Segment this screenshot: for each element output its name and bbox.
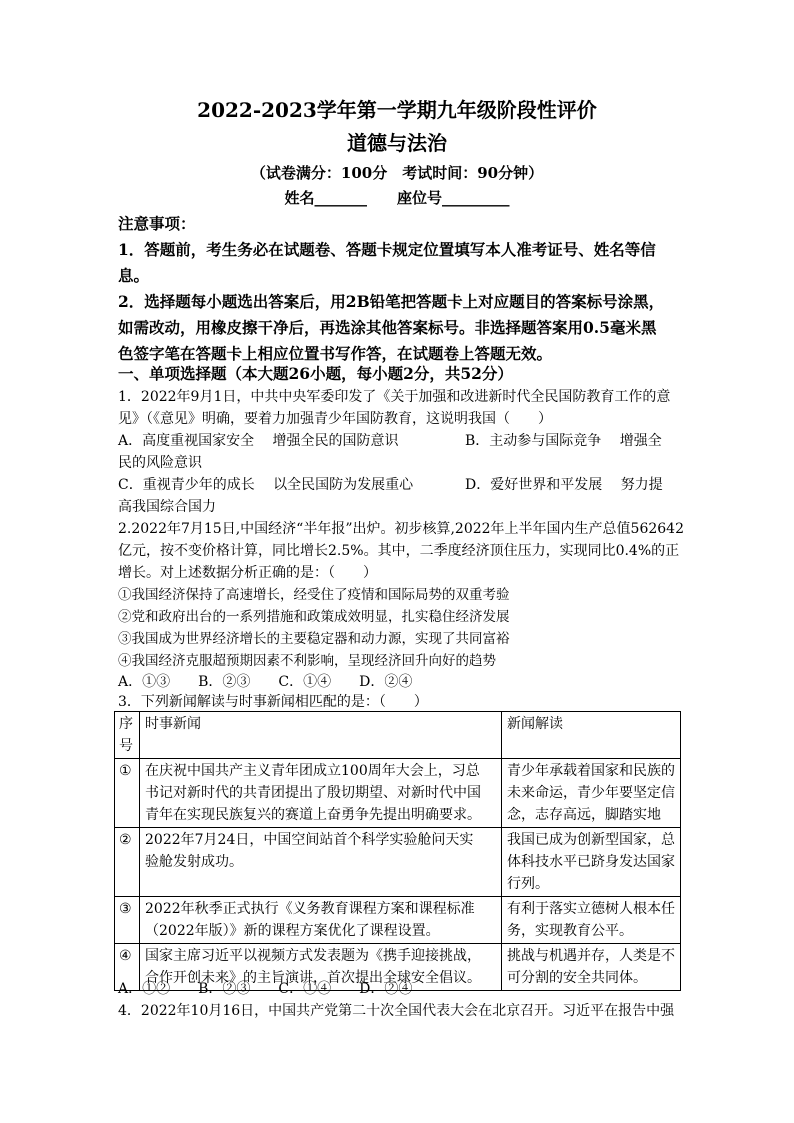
q1-option-d: D．爱好世界和平发展 努力提 [465, 477, 663, 493]
q2-statement-1: ①我国经济保持了高速增长，经受住了疫情和国际局势的双重考验 [118, 587, 510, 603]
table-row [115, 897, 681, 944]
subject-title: 道德与法治 [347, 131, 447, 155]
exam-title: 2022-2023学年第一学期九年级阶段性评价 [197, 98, 597, 122]
row-interp: 我国已成为创新型国家，总 体科技水平已跻身发达国家 行列。 [502, 828, 681, 897]
q1-option-c: C．重视青少年的成长 以全民国防为发展重心 [118, 477, 414, 493]
q1-option-b: B．主动参与国际竞争 增强全 [465, 433, 662, 449]
q3-stem: 3．下列新闻解读与时事新闻相匹配的是：（ ） [118, 694, 428, 710]
notice-heading: 注意事项： [118, 214, 196, 233]
q2-stem-line2: 亿元，按不变价格计算，同比增长2.5%。其中，二季度经济顶住压力，实现同比0.4%的正 [118, 543, 680, 559]
notice-item1-line2: 息。 [118, 266, 150, 285]
row-interp: 挑战与机遇并存，人类是不 可分割的安全共同体。 [502, 944, 681, 991]
row-news: 2022年秋季正式执行《义务教育课程方案和课程标准 （2022年版）》新的课程方案优化了课程设置。 [140, 897, 502, 944]
row-num: ① [115, 759, 140, 828]
q1-option-b-cont: 民的风险意识 [118, 455, 202, 471]
row-news: 2022年7月24日，中国空间站首个科学实验舱问天实 验舱发射成功。 [140, 828, 502, 897]
q2-statement-4: ④我国经济克服超预期因素不利影响，呈现经济回升向好的趋势 [118, 653, 496, 669]
q2-statement-3: ③我国成为世界经济增长的主要稳定器和动力源，实现了共同富裕 [118, 631, 510, 647]
row-num: ④ [115, 944, 140, 991]
q3-news-table [114, 711, 681, 991]
row-interp: 青少年承载着国家和民族的 未来命运，青少年要坚定信 念，志存高远，脚踏实地 [502, 759, 681, 828]
exam-info: （试卷满分：100分 考试时间：90分钟） [250, 164, 544, 182]
row-news: 在庆祝中国共产主义青年团成立100周年大会上，习总 书记对新时代的共青团提出了殷切期望、对新时代中国 青年在实现民族复兴的赛道上奋勇争先提出明确要求。 [140, 759, 502, 828]
q1-stem-line1: 1．2022年9月1日，中共中央军委印发了《关于加强和改进新时代全民国防教育工作的意 [118, 389, 671, 405]
row-num: ③ [115, 897, 140, 944]
q2-stem-line3: 增长。对上述数据分析正确的是：（ ） [118, 565, 377, 581]
section1-heading: 一、单项选择题（本大题26小题，每小题2分，共52分） [118, 364, 513, 383]
table-header-num: 序 号 [115, 712, 140, 759]
notice-item2-line3: 色签字笔在答题卡上相应位置书写作答，在试题卷上答题无效。 [118, 344, 553, 363]
row-news: 国家主席习近平以视频方式发表题为《携手迎接挑战， 合作开创未来》的主旨演讲，首次提出全球安全倡议。 [140, 944, 502, 991]
row-num: ② [115, 828, 140, 897]
q1-option-d-cont: 高我国综合国力 [118, 499, 216, 515]
table-row [115, 759, 681, 828]
notice-item2-line2: 如需改动，用橡皮擦干净后，再选涂其他答案标号。非选择题答案用0.5毫米黑 [118, 318, 657, 337]
table-header-interp: 新闻解读 [502, 712, 681, 759]
q1-option-a: A．高度重视国家安全 增强全民的国防意识 [118, 433, 399, 449]
q4-stem-line1: 4．2022年10月16日，中国共产党第二十次全国代表大会在北京召开。习近平在报告中强 [118, 1003, 675, 1019]
q2-statement-2: ②党和政府出台的一系列措施和政策成效明显，扎实稳住经济发展 [118, 609, 510, 625]
q2-stem-line1: 2.2022年7月15日,中国经济“半年报”出炉。初步核算,2022年上半年国内生产总值562642 [118, 521, 684, 537]
row-interp: 有利于落实立德树人根本任 务，实现教育公平。 [502, 897, 681, 944]
q2-options: A．①③ B．②③ C．①④ D．②④ [118, 674, 413, 690]
table-header-row [115, 712, 681, 759]
table-row [115, 828, 681, 897]
q3-options: A．①② B．②③ C．①④ D．②④ [118, 981, 413, 997]
q1-stem-line2: 见》（《意见》明确，要着力加强青少年国防教育，这说明我国（ ） [118, 411, 552, 427]
table-header-news: 时事新闻 [140, 712, 502, 759]
notice-item1-line1: 1．答题前，考生务必在试题卷、答题卡规定位置填写本人准考证号、姓名等信 [118, 240, 656, 259]
name-seat-line: 姓名_______ 座位号_________ [284, 189, 510, 207]
notice-item2-line1: 2．选择题每小题选出答案后，用2B铅笔把答题卡上对应题目的答案标号涂黑， [118, 292, 665, 311]
